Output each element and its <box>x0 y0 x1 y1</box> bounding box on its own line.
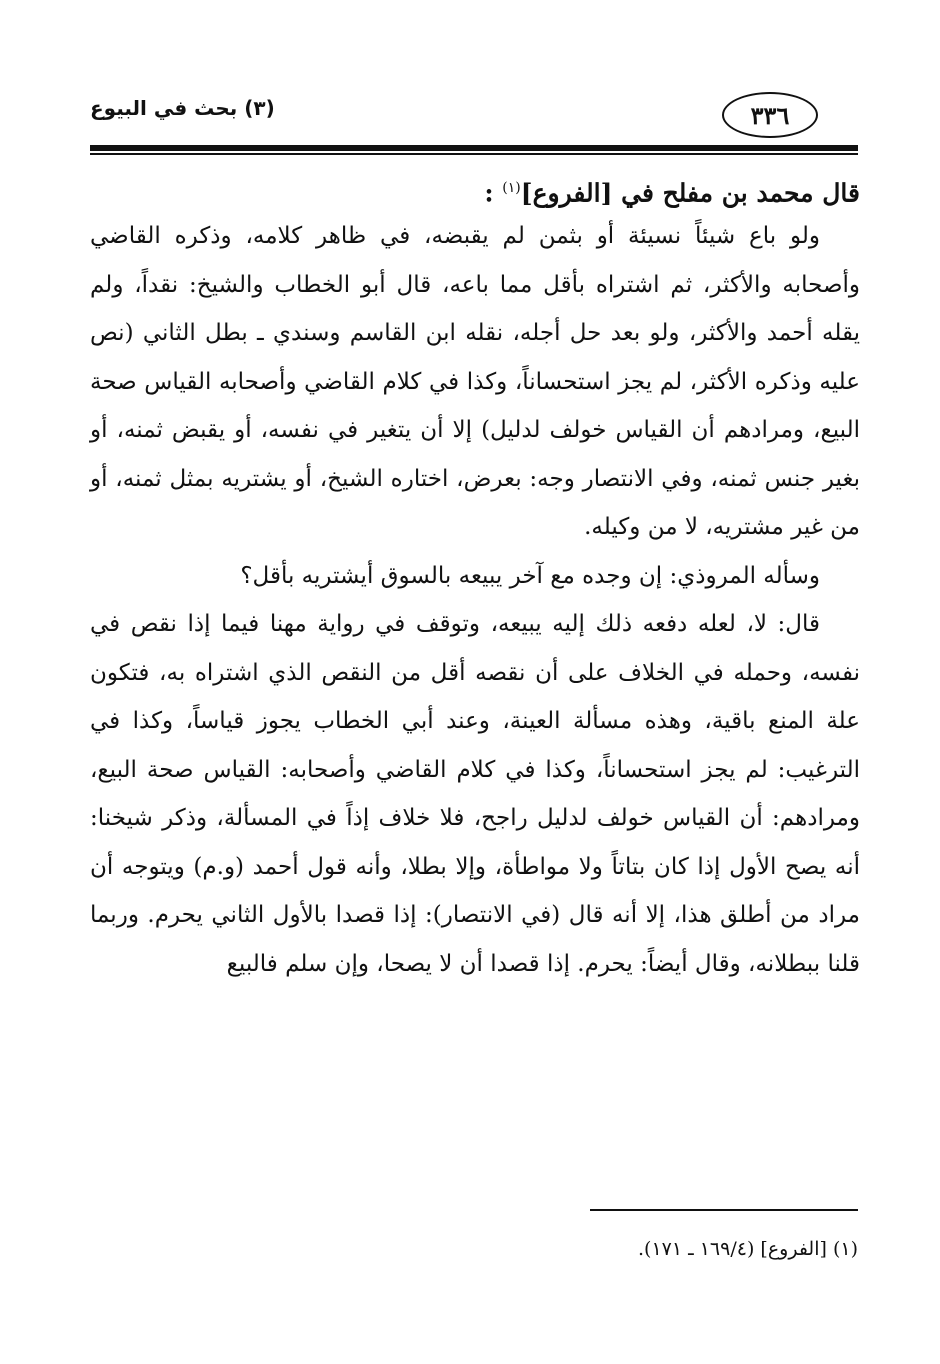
paragraph: قال: لا، لعله دفعه ذلك إليه يبيعه، وتوقف في رواية مهنا فيما إذا نقص في نفسه، وحمله في الخلاف على أن نقصه أقل من النقص الذي اشتراه به، فتكون علة المنع باقية، وهذه مسألة العينة، وعند أبي الخطاب يجوز قياساً، وكذا في الترغيب: لم يجز استحساناً، وكذا في كلام القاضي وأصحابه: القياس صحة البيع، ومرادهم: أن القياس خولف لدليل راجح، فلا خلاف إذاً في المسألة، وذكر شيخنا: أنه يصح الأول إذا كان بتاتاً ولا مواطأة، وإلا بطلا، وأنه قول أحمد (و.م) ويتوجه أن مراد من أطلق هذا، إلا أنه قال (في الانتصار): إذا قصدا بالأول الثاني يحرم. وربما قلنا ببطلانه، وقال أيضاً: يحرم. إذا قصدا أن لا يصحا، وإن سلم فالبيع <box>90 611 860 977</box>
footnote-reference: (١) <box>502 180 521 196</box>
running-title: (٣) بحث في البيوع <box>90 96 275 120</box>
heading-colon: : <box>484 178 494 208</box>
paragraph: ولو باع شيئاً نسيئة أو بثمن لم يقبضه، في ظاهر كلامه، وذكره القاضي وأصحابه والأكثر، ثم اشتراه بأقل مما باعه، قال أبو الخطاب والشيخ: نقداً، ولم يقله أحمد والأكثر، ولو بعد حل أجله، نقله ابن القاسم وسندي ـ بطل الثاني (نص عليه وذكره الأكثر، لم يجز استحساناً، وكذا في كلام القاضي وأصحابه القياس صحة البيع، ومرادهم أن القياس خولف لدليل) إلا أن يتغير في نفسه، أو يقبض ثمنه، أو بغير جنس ثمنه، وفي الانتصار وجه: بعرض، اختاره الشيخ، أو يشتريه بمثل ثمنه، أو من غير مشتريه، لا من وكيله. <box>90 223 860 540</box>
section-heading <box>90 160 860 212</box>
heading-text: قال محمد بن مفلح في [الفروع] <box>520 178 860 208</box>
page-number: ٣٣٦ <box>722 92 818 138</box>
footnote: (١) [الفروع] (١٦٩/٤ ـ ١٧١). <box>637 1238 858 1260</box>
main-text <box>90 160 860 988</box>
header-rule-thin <box>90 153 858 155</box>
header-rule <box>90 145 858 151</box>
paragraph: وسأله المروذي: إن وجده مع آخر يبيعه بالسوق أيشتريه بأقل؟ <box>240 562 820 589</box>
footnote-separator <box>590 1209 858 1211</box>
